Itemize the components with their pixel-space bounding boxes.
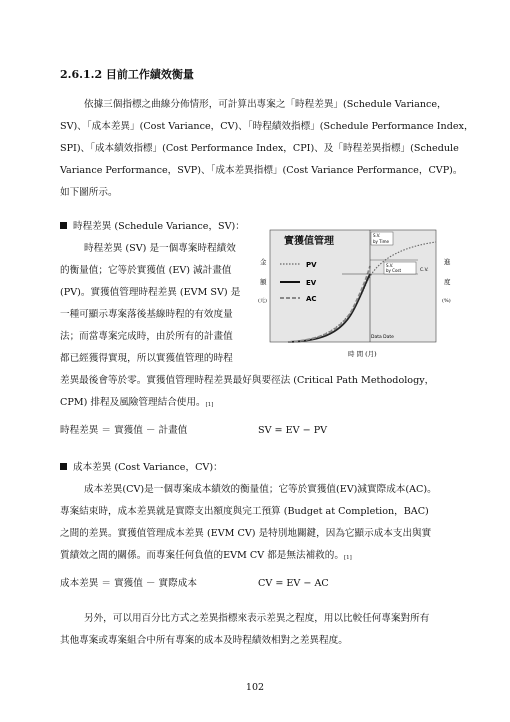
sv-line: 一種可顯示專案落後基線時程的有效度量 xyxy=(60,309,233,320)
right-axis-char: 進 xyxy=(444,258,451,266)
left-axis-char: 額 xyxy=(260,278,267,286)
x-axis-label: 時 間 (月) xyxy=(348,350,377,358)
right-axis-char: (%) xyxy=(442,298,451,304)
figure-title: 實獲值管理 xyxy=(284,236,334,247)
data-date-label: Data Date xyxy=(371,335,394,340)
intro-line: Variance Performance，SVP)、「成本差異指標」(Cost Variance Performance，CVP)。 xyxy=(60,165,463,176)
bullet-square-icon xyxy=(60,222,67,229)
legend-ac: AC xyxy=(306,295,317,303)
sv-cost-label: S.V. xyxy=(386,263,394,268)
closing-line: 另外，可以用百分比方式之差異指標來表示差異之程度，用以比較任何專案對所有 xyxy=(84,613,430,624)
sv-heading-text: 時程差異 (Schedule Variance，SV)： xyxy=(73,221,245,232)
evm-figure xyxy=(258,224,458,360)
sv-line-last xyxy=(60,397,213,411)
bullet-square-icon xyxy=(60,463,67,470)
sv-formula-label: 時程差異 ＝ 實獲值 － 計畫值 xyxy=(60,425,188,436)
sv-heading xyxy=(60,221,245,233)
sv-cost-sub: by Cost xyxy=(386,268,402,273)
sv-line-text: CPM) 排程及風險管理結合使用。 xyxy=(60,397,206,408)
sv-line: 法；而當專案完成時，由於所有的計畫值 xyxy=(60,331,233,342)
sv-time-sub: by Time xyxy=(373,239,389,244)
cv-line: 之間的差異。實獲值管理成本差異 (EVM CV) 是特別地關鍵，因為它顯示成本支出與實 xyxy=(60,528,432,539)
left-axis-char: (元) xyxy=(258,298,267,304)
section-heading: 2.6.1.2 目前工作績效衡量 xyxy=(60,68,194,81)
cv-line-last xyxy=(60,550,352,564)
page-number: 102 xyxy=(245,682,265,693)
sv-line: 時程差異 (SV) 是一個專案時程績效 xyxy=(84,243,236,254)
intro-line: SPI)、「成本績效指標」(Cost Performance Index，CPI)、及「時程差異指標」(Schedule xyxy=(60,143,459,154)
cv-heading-text: 成本差異 (Cost Variance，CV)： xyxy=(73,462,223,473)
intro-line: 如下圖所示。 xyxy=(60,187,118,198)
sv-time-label: S.V. xyxy=(373,233,381,238)
intro-line: 依據三個指標之曲線分佈情形，可計算出專案之「時程差異」(Schedule Variance， xyxy=(84,99,447,110)
reference-marker: [1] xyxy=(205,402,214,408)
left-axis-char: 金 xyxy=(260,258,267,266)
cv-formula-label: 成本差異 ＝ 實獲值 － 實際成本 xyxy=(60,578,197,589)
sv-line: 都已經獲得實現，所以實獲值管理的時程 xyxy=(60,353,233,364)
cv-line-text: 質績效之間的關係。而專案任何負值的EVM CV 都是無法補救的。 xyxy=(60,550,344,561)
closing-line: 其他專案或專案組合中所有專案的成本及時程績效相對之差異程度。 xyxy=(60,635,348,646)
sv-line: 差異最後會等於零。實獲值管理時程差異最好與要徑法 (Critical Path Methodology， xyxy=(60,375,435,386)
sv-line: 的衡量值；它等於實獲值 (EV) 減計畫值 xyxy=(60,265,232,276)
legend-pv: PV xyxy=(306,261,317,269)
cv-line: 成本差異(CV)是一個專案成本績效的衡量值；它等於實獲值(EV)減實際成本(AC)。 xyxy=(84,484,437,495)
right-axis-char: 度 xyxy=(444,278,451,286)
sv-formula: SV = EV − PV xyxy=(258,425,328,436)
intro-line: SV)、「成本差異」(Cost Variance，CV)、「時程績效指標」(Schedule Performance Index， xyxy=(60,121,474,132)
cv-label: C.V. xyxy=(420,268,429,273)
cv-heading xyxy=(60,462,223,474)
legend-ev: EV xyxy=(306,279,317,287)
cv-line: 專案結束時，成本差異就是實際支出額度與完工預算 (Budget at Completion，BAC) xyxy=(60,506,429,517)
reference-marker: [1] xyxy=(343,555,352,561)
cv-formula: CV = EV − AC xyxy=(258,578,329,589)
sv-line: (PV)。實獲值管理時程差異 (EVM SV) 是 xyxy=(60,287,241,298)
